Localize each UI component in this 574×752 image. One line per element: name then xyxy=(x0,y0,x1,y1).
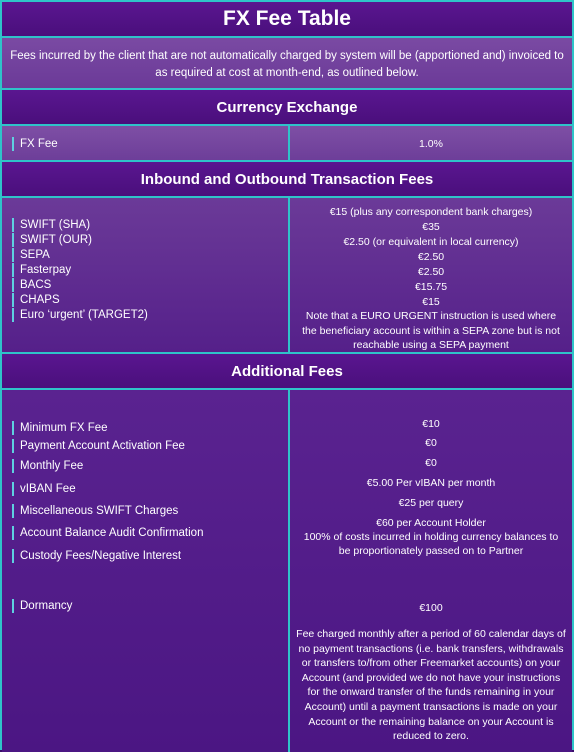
value-custody-fees: 100% of costs incurred in holding currency balances to be proportionately passed on to Partner xyxy=(303,531,559,557)
additional-fees-heading: Additional Fees xyxy=(2,354,572,390)
label-viban-fee: vIBAN Fee xyxy=(12,482,76,496)
value-balance-audit: €60 per Account Holder xyxy=(376,517,486,529)
transaction-values-cell xyxy=(290,198,572,352)
transaction-labels-cell xyxy=(2,198,290,352)
transaction-fees-row xyxy=(2,198,572,354)
label-account-activation-fee: Payment Account Activation Fee xyxy=(12,439,185,453)
fx-fee-value: 1.0% xyxy=(419,138,443,150)
value-viban-fee: €5.00 Per vIBAN per month xyxy=(366,477,496,489)
additional-labels-cell xyxy=(2,390,290,752)
page-title: FX Fee Table xyxy=(2,2,572,38)
value-sepa: €2.50 (or equivalent in local currency) xyxy=(343,236,519,248)
euro-urgent-note: Note that a EURO URGENT instruction is used where the beneficiary account is within a SEPA zone but is not reachable using a SEPA payment xyxy=(302,310,560,352)
label-dormancy: Dormancy xyxy=(12,599,72,613)
intro-text: Fees incurred by the client that are not automatically charged by system will be (apportioned and) invoiced to as required at cost at month-end, as outlined below. xyxy=(2,38,572,90)
label-bacs: BACS xyxy=(12,278,51,292)
value-misc-swift-charges: €25 per query xyxy=(398,497,464,509)
label-fasterpay: Fasterpay xyxy=(12,263,71,277)
fx-fee-row xyxy=(2,126,572,162)
fx-fee-label: FX Fee xyxy=(12,137,58,151)
value-fasterpay: €2.50 xyxy=(417,251,445,263)
label-chaps: CHAPS xyxy=(12,293,60,307)
value-monthly-fee: €0 xyxy=(425,457,437,469)
value-chaps: €15.75 xyxy=(414,281,448,293)
label-monthly-fee: Monthly Fee xyxy=(12,459,83,473)
label-swift-our: SWIFT (OUR) xyxy=(12,233,92,247)
value-swift-sha: €15 (plus any correspondent bank charges) xyxy=(329,206,533,218)
currency-exchange-heading: Currency Exchange xyxy=(2,90,572,126)
additional-values-cell xyxy=(290,390,572,752)
value-swift-our: €35 xyxy=(422,221,440,233)
value-account-activation-fee: €0 xyxy=(425,437,437,449)
dormancy-note: Fee charged monthly after a period of 60 calendar days of no payment transactions (i.e. bank transfers, withdrawals or transfers to/from other Freemarket accounts) on your Account (and provided we do not have your instructions for the onward transfer of the funds remaining in your Account) until a payment transactions is made on your Account or the remaining balance on your Account is reduced to zero. xyxy=(296,628,566,743)
value-bacs: €2.50 xyxy=(417,266,445,278)
label-euro-urgent: Euro ‘urgent’ (TARGET2) xyxy=(12,308,148,322)
label-misc-swift-charges: Miscellaneous SWIFT Charges xyxy=(12,504,178,518)
fx-fee-label-cell xyxy=(2,126,290,160)
value-minimum-fx-fee: €10 xyxy=(422,418,440,430)
label-sepa: SEPA xyxy=(12,248,50,262)
value-euro-urgent: €15 xyxy=(422,296,440,308)
value-dormancy: €100 xyxy=(419,602,443,614)
fx-fee-value-cell xyxy=(290,126,572,160)
label-swift-sha: SWIFT (SHA) xyxy=(12,218,90,232)
label-custody-fees: Custody Fees/Negative Interest xyxy=(12,549,181,563)
label-minimum-fx-fee: Minimum FX Fee xyxy=(12,421,108,435)
additional-fees-row xyxy=(2,390,572,752)
label-balance-audit: Account Balance Audit Confirmation xyxy=(12,526,203,540)
transaction-fees-heading: Inbound and Outbound Transaction Fees xyxy=(2,162,572,198)
